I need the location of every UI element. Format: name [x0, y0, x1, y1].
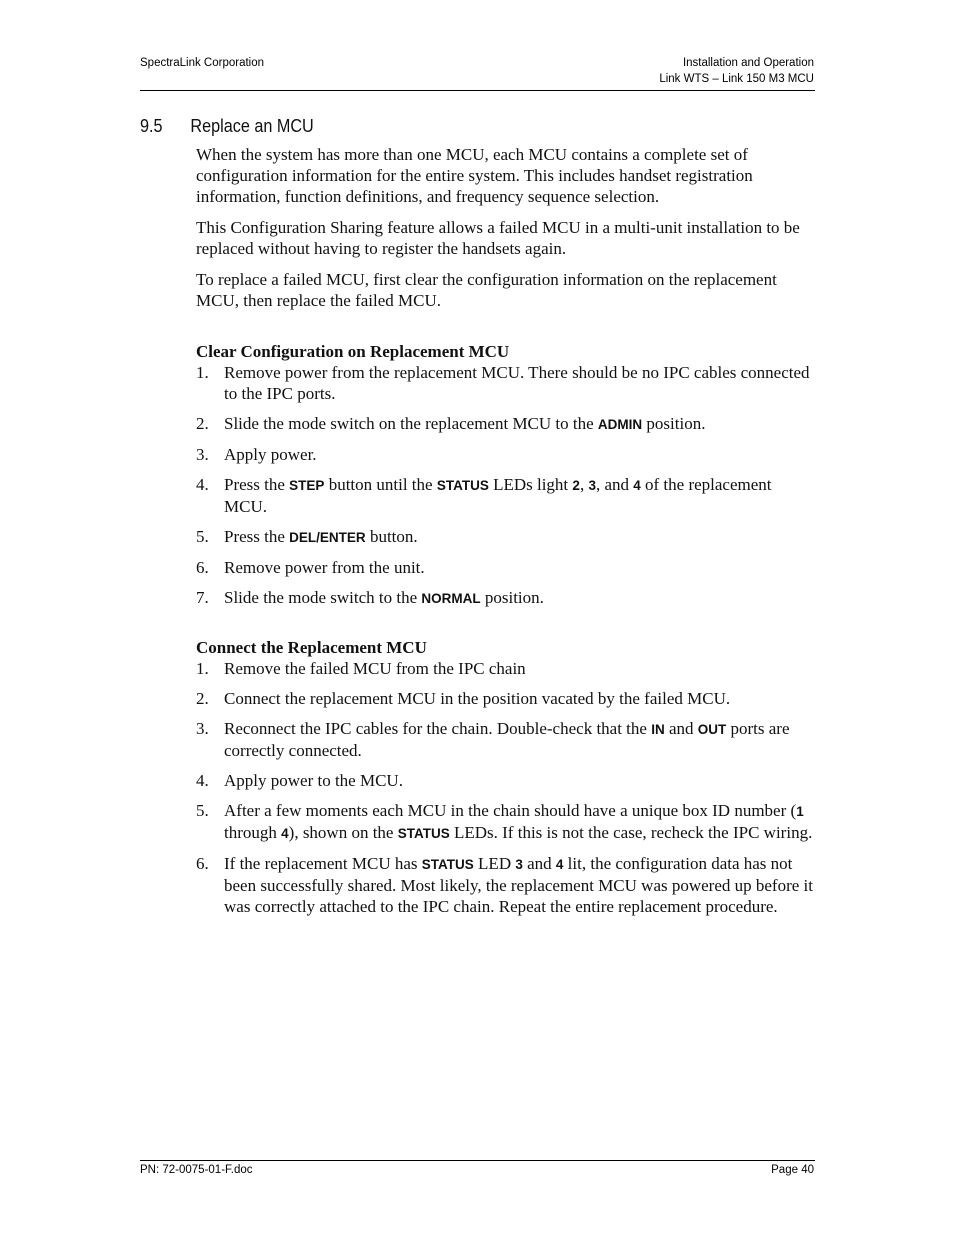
- header-product: Link WTS – Link 150 M3 MCU: [659, 73, 814, 85]
- step-text: [224, 853, 816, 917]
- step-text-run: ), shown on the: [288, 823, 398, 842]
- step-number: 4.: [196, 475, 209, 494]
- step-text-run: and: [664, 719, 698, 738]
- step-text: [224, 413, 816, 435]
- keyword: DEL/ENTER: [289, 530, 366, 545]
- keyword: 3: [588, 478, 596, 493]
- step-text-run: Press the: [224, 475, 290, 494]
- clear-config-heading: Clear Configuration on Replacement MCU: [196, 342, 510, 361]
- step-text-run: Slide the mode switch on the replacement MCU to the: [224, 414, 598, 433]
- step-text: [224, 587, 816, 609]
- step-text-run: Connect the replacement MCU in the position vacated by the failed MCU.: [224, 689, 731, 708]
- keyword: 4: [633, 478, 641, 493]
- step-text: [224, 362, 816, 404]
- step-number: 3.: [196, 445, 209, 464]
- step-text: [224, 444, 816, 465]
- step-text: [224, 718, 816, 761]
- step-item: [196, 474, 816, 517]
- step-text-run: Remove the failed MCU from the IPC chain: [224, 659, 526, 678]
- step-item: [196, 658, 816, 679]
- footer-page-number: Page 40: [771, 1164, 814, 1176]
- step-text-run: ports are correctly connected.: [224, 719, 790, 760]
- step-text-run: through: [224, 823, 282, 842]
- keyword: ADMIN: [597, 417, 643, 432]
- keyword: STATUS: [436, 478, 489, 493]
- step-text: [224, 800, 816, 844]
- step-text: [224, 474, 816, 517]
- step-item: [196, 413, 816, 435]
- step-number: 2.: [196, 414, 209, 433]
- step-text-run: position.: [480, 588, 544, 607]
- keyword: NORMAL: [421, 591, 481, 606]
- keyword: IN: [651, 722, 665, 737]
- step-text: [224, 770, 816, 791]
- keyword: 3: [515, 857, 523, 872]
- keyword: OUT: [697, 722, 727, 737]
- footer-part-number: PN: 72-0075-01-F.doc: [140, 1164, 253, 1176]
- step-text-run: Remove power from the replacement MCU. There should be no IPC cables connected to the IPC ports.: [224, 363, 810, 403]
- step-number: 4.: [196, 771, 209, 790]
- step-text-run: Apply power.: [224, 445, 317, 464]
- step-number: 3.: [196, 719, 209, 738]
- step-text-run: After a few moments each MCU in the chain should have a unique box ID number (: [224, 801, 797, 820]
- step-text-run: of the replacement MCU.: [224, 475, 772, 516]
- keyword: STATUS: [397, 826, 450, 841]
- keyword: 4: [555, 857, 564, 872]
- step-item: [196, 800, 816, 844]
- step-text-run: If the replacement MCU has: [224, 854, 422, 873]
- step-number: 1.: [196, 363, 209, 382]
- header-company: SpectraLink Corporation: [140, 57, 265, 69]
- header-doc-title: Installation and Operation: [682, 57, 814, 69]
- step-item: [196, 718, 816, 761]
- clear-config-steps: [196, 362, 816, 609]
- keyword: 4: [281, 826, 289, 841]
- step-text-run: position.: [642, 414, 706, 433]
- step-text-run: Reconnect the IPC cables for the chain. Double-check that the: [224, 719, 652, 738]
- intro-paragraph: To replace a failed MCU, first clear the configuration information on the replacement MCU, then replace the failed MCU.: [196, 270, 777, 310]
- step-item: [196, 853, 816, 917]
- step-item: [196, 587, 816, 609]
- step-item: [196, 526, 816, 548]
- step-text-run: Apply power to the MCU.: [224, 771, 403, 790]
- step-text-run: button.: [365, 527, 418, 546]
- page-content: [196, 144, 816, 926]
- step-item: [196, 688, 816, 709]
- step-text-run: LEDs light: [488, 475, 573, 494]
- step-number: 5.: [196, 801, 209, 820]
- step-number: 7.: [196, 588, 209, 607]
- section-title: Replace an MCU: [190, 116, 314, 136]
- step-number: 2.: [196, 689, 209, 708]
- connect-heading: Connect the Replacement MCU: [196, 638, 427, 657]
- step-text-run: LEDs. If this is not the case, recheck the IPC wiring.: [449, 823, 813, 842]
- step-text-run: , and: [595, 475, 634, 494]
- step-item: [196, 770, 816, 791]
- step-text-run: Remove power from the unit.: [224, 558, 425, 577]
- step-item: [196, 444, 816, 465]
- intro-paragraph: This Configuration Sharing feature allows a failed MCU in a multi-unit installation to be replaced without having to register the handsets again.: [196, 218, 800, 258]
- step-text: [224, 688, 816, 709]
- step-text: [224, 557, 816, 578]
- step-text-run: Slide the mode switch to the: [224, 588, 422, 607]
- connect-steps: [196, 658, 816, 917]
- keyword: STATUS: [421, 857, 474, 872]
- intro-paragraph: When the system has more than one MCU, each MCU contains a complete set of configuration information for the entire system. This includes handset registration information, function definitions, and frequency sequence selection.: [196, 145, 753, 206]
- step-text-run: lit, the configuration data has not been successfully shared. Most likely, the replacement MCU was powered up before it was correctly attached to the IPC chain. Repeat the entire replacement procedure.: [224, 854, 813, 916]
- header-rule: [140, 90, 815, 91]
- footer-rule: [140, 1160, 815, 1161]
- section-heading: [140, 115, 314, 137]
- section-number: 9.5: [140, 116, 163, 136]
- step-text: [224, 526, 816, 548]
- step-number: 6.: [196, 558, 209, 577]
- step-number: 5.: [196, 527, 209, 546]
- step-text-run: and: [522, 854, 556, 873]
- step-text-run: button until the: [324, 475, 437, 494]
- step-number: 6.: [196, 854, 209, 873]
- keyword: 2: [572, 478, 580, 493]
- step-text-run: Press the: [224, 527, 290, 546]
- step-text-run: LED: [473, 854, 516, 873]
- step-item: [196, 557, 816, 578]
- header-doc-info: [659, 55, 814, 87]
- keyword: 1: [796, 804, 804, 819]
- step-text-run: ,: [579, 475, 589, 494]
- keyword: STEP: [289, 478, 325, 493]
- step-text: [224, 658, 816, 679]
- step-item: [196, 362, 816, 404]
- step-number: 1.: [196, 659, 209, 678]
